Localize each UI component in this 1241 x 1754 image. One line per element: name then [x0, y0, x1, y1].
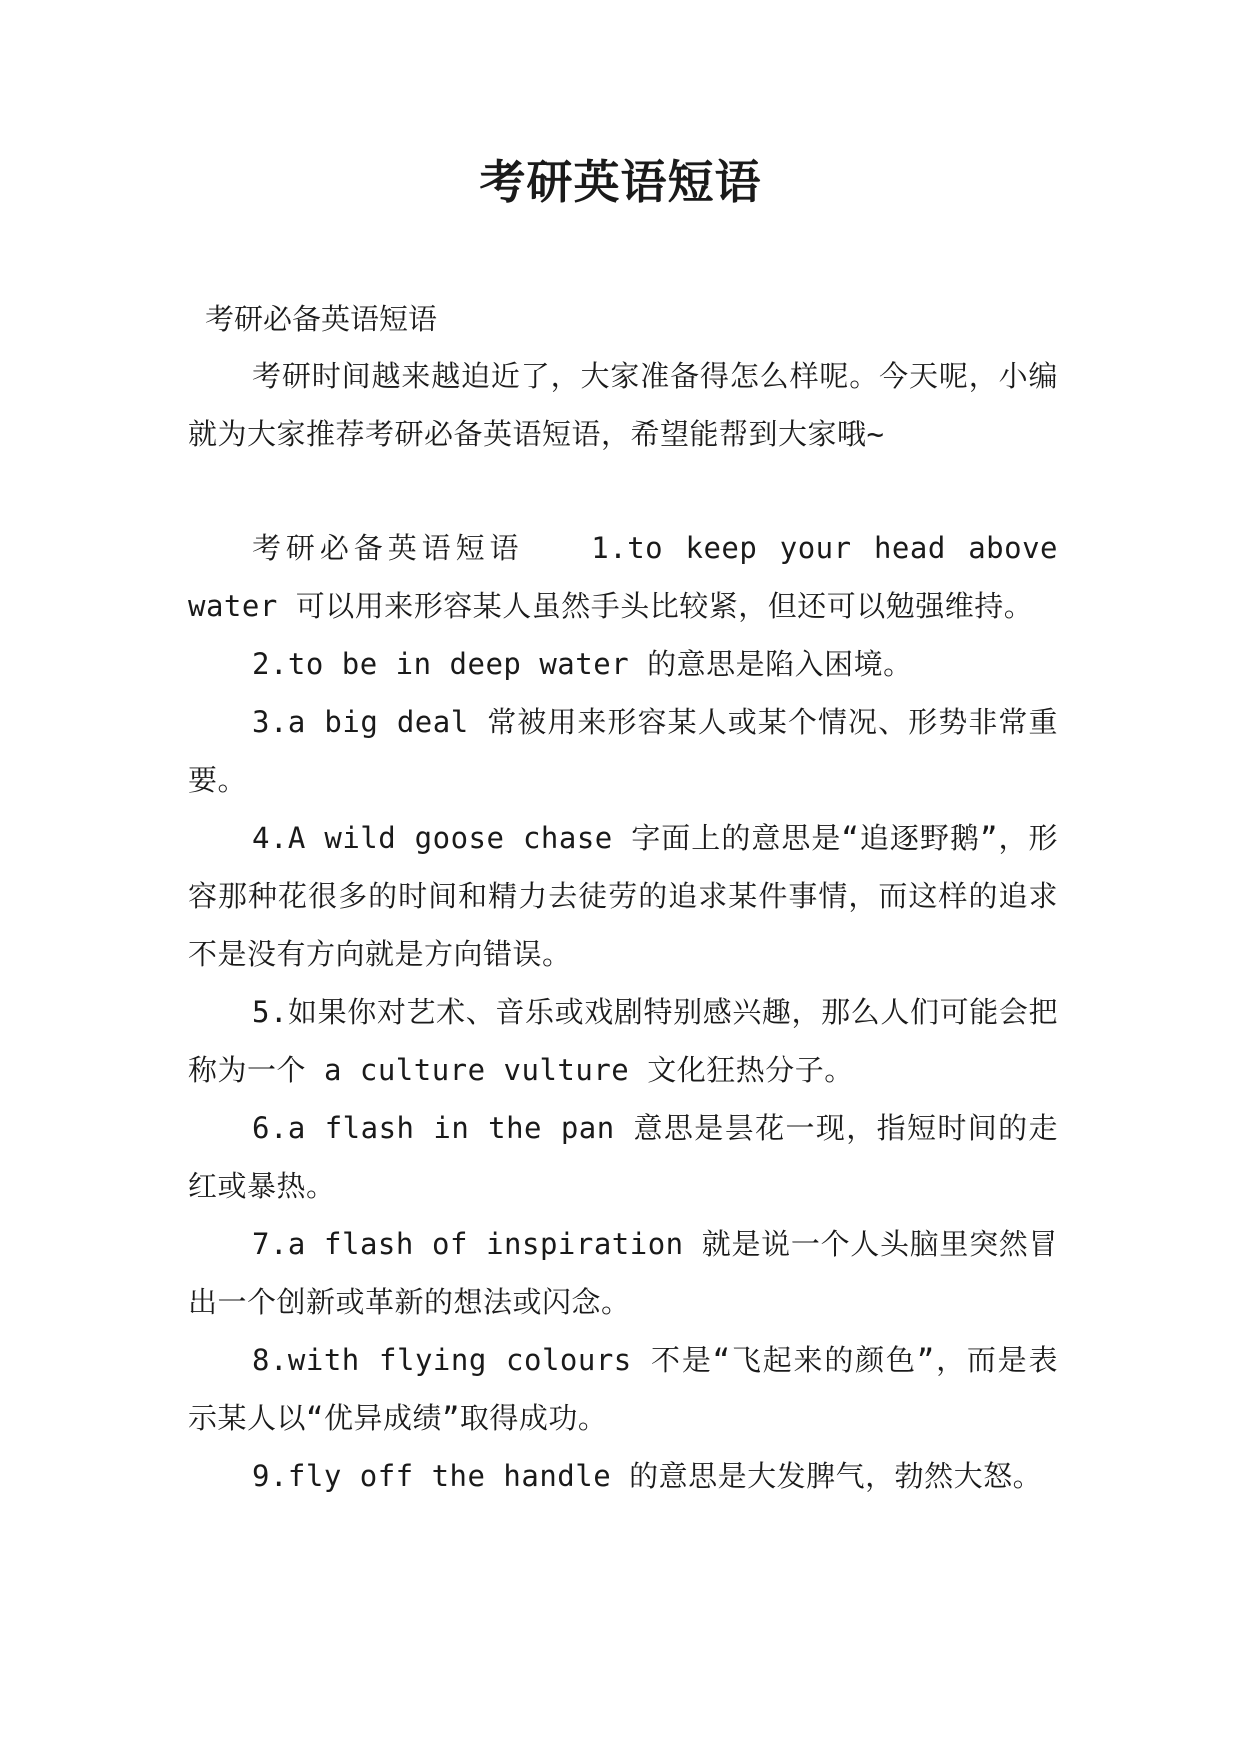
phrase-item-3: 3.a big deal 常被用来形容某人或某个情况、形势非常重要。: [188, 705, 1058, 797]
phrase-item-2: 2.to be in deep water 的意思是陷入困境。: [252, 647, 913, 681]
intro-paragraph: 考研时间越来越迫近了，大家准备得怎么样呢。今天呢，小编就为大家推荐考研必备英语短语，希望能帮到大家哦~: [188, 359, 1058, 451]
document-title: 考研英语短语: [479, 155, 762, 209]
intro-section: [188, 347, 1058, 463]
phrase-item-6: 6.a flash in the pan 意思是昙花一现，指短时间的走红或暴热。: [188, 1111, 1058, 1203]
phrase-item-5: 5.如果你对艺术、音乐或戏剧特别感兴趣，那么人们可能会把称为一个 a culture vulture 文化狂热分子。: [188, 995, 1058, 1087]
phrase-item-4: 4.A wild goose chase 字面上的意思是“追逐野鹅”，形容那种花很多的时间和精力去徒劳的追求某件事情，而这样的追求不是没有方向就是方向错误。: [188, 821, 1058, 971]
phrase-item-8: 8.with flying colours 不是“飞起来的颜色”，而是表示某人以“优异成绩”取得成功。: [188, 1343, 1058, 1435]
document-subtitle: 考研必备英语短语: [205, 302, 438, 336]
phrase-item-9: 9.fly off the handle 的意思是大发脾气，勃然大怒。: [252, 1459, 1043, 1493]
phrase-list: [188, 519, 1058, 1505]
phrase-item-7: 7.a flash of inspiration 就是说一个人头脑里突然冒出一个创新或革新的想法或闪念。: [188, 1227, 1058, 1319]
phrase-item-1: 考研必备英语短语 1.to keep your head above water 可以用来形容某人虽然手头比较紧，但还可以勉强维持。: [188, 531, 1058, 623]
